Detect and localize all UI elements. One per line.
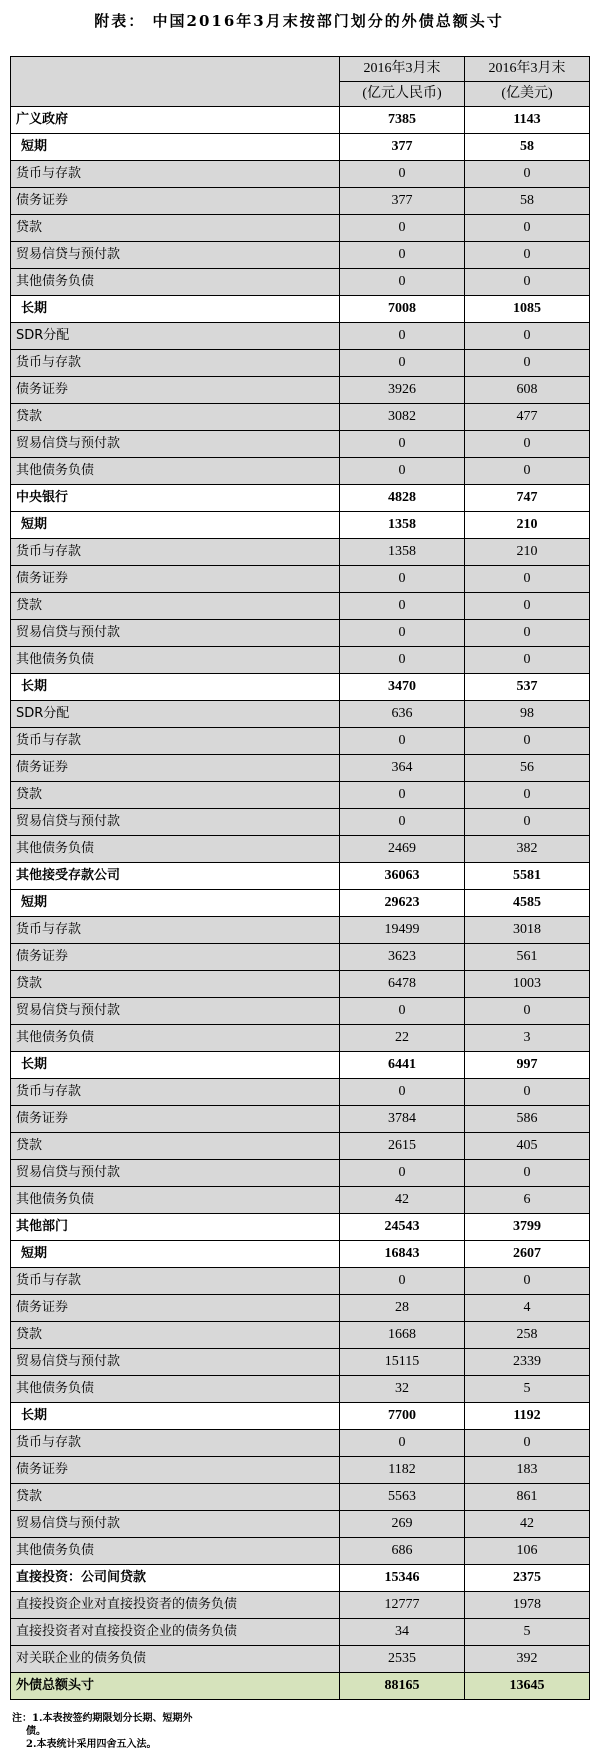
value-usd: 258: [465, 1322, 590, 1349]
value-usd: 0: [465, 1268, 590, 1295]
item-row: [11, 593, 590, 620]
header-rmb-date: 2016年3月末: [340, 57, 465, 82]
value-usd: 1003: [465, 971, 590, 998]
value-rmb: 0: [340, 566, 465, 593]
value-rmb: 0: [340, 1160, 465, 1187]
row-label: 长期: [11, 1403, 340, 1430]
value-usd: 6: [465, 1187, 590, 1214]
value-rmb: 88165: [340, 1673, 465, 1700]
value-usd: 561: [465, 944, 590, 971]
value-rmb: 3082: [340, 404, 465, 431]
item-row: [11, 998, 590, 1025]
value-usd: 0: [465, 431, 590, 458]
value-rmb: 6441: [340, 1052, 465, 1079]
row-label: 贷款: [11, 404, 340, 431]
value-usd: 210: [465, 512, 590, 539]
row-label: 其他债务负债: [11, 647, 340, 674]
value-rmb: 0: [340, 1079, 465, 1106]
row-label: 货币与存款: [11, 917, 340, 944]
row-label: 短期: [11, 512, 340, 539]
header-usd-unit: (亿美元): [465, 82, 590, 107]
item-row: [11, 539, 590, 566]
item-row: [11, 917, 590, 944]
row-label: 货币与存款: [11, 539, 340, 566]
value-usd: 0: [465, 161, 590, 188]
value-usd: 0: [465, 458, 590, 485]
row-label: 货币与存款: [11, 728, 340, 755]
item-row: [11, 242, 590, 269]
value-rmb: 6478: [340, 971, 465, 998]
value-rmb: 19499: [340, 917, 465, 944]
value-usd: 5581: [465, 863, 590, 890]
value-usd: 0: [465, 323, 590, 350]
value-rmb: 3926: [340, 377, 465, 404]
value-usd: 58: [465, 188, 590, 215]
row-label: 对关联企业的债务负债: [11, 1646, 340, 1673]
footnote-1: 注：1.本表按签约期限划分长期、短期外: [12, 1713, 193, 1724]
value-rmb: 24543: [340, 1214, 465, 1241]
value-usd: 3799: [465, 1214, 590, 1241]
total-row: [11, 1673, 590, 1700]
value-rmb: 15346: [340, 1565, 465, 1592]
value-rmb: 28: [340, 1295, 465, 1322]
period-row: [11, 512, 590, 539]
item-row: [11, 971, 590, 998]
item-row: [11, 1592, 590, 1619]
value-usd: 747: [465, 485, 590, 512]
row-label: 债务证券: [11, 377, 340, 404]
item-row: [11, 728, 590, 755]
value-rmb: 269: [340, 1511, 465, 1538]
item-row: [11, 377, 590, 404]
value-rmb: 0: [340, 431, 465, 458]
value-usd: 3: [465, 1025, 590, 1052]
value-rmb: 36063: [340, 863, 465, 890]
table-body: [11, 57, 590, 1700]
value-usd: 0: [465, 1430, 590, 1457]
value-usd: 3018: [465, 917, 590, 944]
item-row: [11, 755, 590, 782]
value-rmb: 0: [340, 782, 465, 809]
value-usd: 5: [465, 1619, 590, 1646]
item-row: [11, 1430, 590, 1457]
sector-row: [11, 1565, 590, 1592]
value-usd: 392: [465, 1646, 590, 1673]
value-rmb: 2535: [340, 1646, 465, 1673]
value-rmb: 15115: [340, 1349, 465, 1376]
row-label: 其他部门: [11, 1214, 340, 1241]
sector-row: [11, 863, 590, 890]
item-row: [11, 458, 590, 485]
value-rmb: 7385: [340, 107, 465, 134]
item-row: [11, 1079, 590, 1106]
item-row: [11, 647, 590, 674]
item-row: [11, 1538, 590, 1565]
row-label: 贸易信贷与预付款: [11, 242, 340, 269]
row-label: 其他债务负债: [11, 836, 340, 863]
item-row: [11, 215, 590, 242]
value-usd: 1192: [465, 1403, 590, 1430]
value-rmb: 3470: [340, 674, 465, 701]
row-label: 直接投资者对直接投资企业的债务负债: [11, 1619, 340, 1646]
value-usd: 210: [465, 539, 590, 566]
value-rmb: 0: [340, 593, 465, 620]
row-label: 货币与存款: [11, 161, 340, 188]
value-rmb: 1358: [340, 539, 465, 566]
value-rmb: 1358: [340, 512, 465, 539]
value-usd: 382: [465, 836, 590, 863]
value-rmb: 377: [340, 134, 465, 161]
period-row: [11, 134, 590, 161]
value-usd: 4: [465, 1295, 590, 1322]
value-usd: 586: [465, 1106, 590, 1133]
item-row: [11, 1133, 590, 1160]
row-label: 其他债务负债: [11, 1025, 340, 1052]
value-rmb: 7700: [340, 1403, 465, 1430]
value-rmb: 16843: [340, 1241, 465, 1268]
item-row: [11, 944, 590, 971]
item-row: [11, 1106, 590, 1133]
row-label: 中央银行: [11, 485, 340, 512]
value-usd: 0: [465, 215, 590, 242]
value-usd: 2339: [465, 1349, 590, 1376]
item-row: [11, 350, 590, 377]
value-rmb: 636: [340, 701, 465, 728]
value-usd: 997: [465, 1052, 590, 1079]
value-rmb: 0: [340, 620, 465, 647]
row-label: 其他债务负债: [11, 269, 340, 296]
row-label: 直接投资：公司间贷款: [11, 1565, 340, 1592]
value-rmb: 3623: [340, 944, 465, 971]
value-rmb: 32: [340, 1376, 465, 1403]
value-rmb: 0: [340, 161, 465, 188]
row-label: 债务证券: [11, 1457, 340, 1484]
value-usd: 0: [465, 809, 590, 836]
value-rmb: 686: [340, 1538, 465, 1565]
row-label: 贷款: [11, 215, 340, 242]
value-rmb: 3784: [340, 1106, 465, 1133]
item-row: [11, 1160, 590, 1187]
value-usd: 5: [465, 1376, 590, 1403]
value-usd: 183: [465, 1457, 590, 1484]
row-label: 贸易信贷与预付款: [11, 1160, 340, 1187]
value-rmb: 4828: [340, 485, 465, 512]
row-label: 长期: [11, 1052, 340, 1079]
row-label: 贷款: [11, 1484, 340, 1511]
value-usd: 405: [465, 1133, 590, 1160]
item-row: [11, 431, 590, 458]
item-row: [11, 1322, 590, 1349]
row-label: 债务证券: [11, 1106, 340, 1133]
value-rmb: 2615: [340, 1133, 465, 1160]
item-row: [11, 1268, 590, 1295]
value-usd: 106: [465, 1538, 590, 1565]
footnote-2: 2.本表统计采用四舍五入法。: [26, 1739, 157, 1750]
value-usd: 58: [465, 134, 590, 161]
row-label: 货币与存款: [11, 350, 340, 377]
value-usd: 2375: [465, 1565, 590, 1592]
item-row: [11, 809, 590, 836]
value-rmb: 0: [340, 809, 465, 836]
value-rmb: 0: [340, 242, 465, 269]
value-usd: 0: [465, 269, 590, 296]
row-label: 债务证券: [11, 944, 340, 971]
item-row: [11, 1376, 590, 1403]
value-rmb: 0: [340, 269, 465, 296]
row-label: 贸易信贷与预付款: [11, 809, 340, 836]
value-usd: 13645: [465, 1673, 590, 1700]
row-label: 贷款: [11, 782, 340, 809]
row-label: 货币与存款: [11, 1079, 340, 1106]
item-row: [11, 188, 590, 215]
value-usd: 0: [465, 350, 590, 377]
row-label: 其他债务负债: [11, 1538, 340, 1565]
row-label: 贸易信贷与预付款: [11, 998, 340, 1025]
item-row: [11, 701, 590, 728]
row-label: 其他债务负债: [11, 1376, 340, 1403]
row-label: 贸易信贷与预付款: [11, 1349, 340, 1376]
row-label: 外债总额头寸: [11, 1673, 340, 1700]
value-usd: 1085: [465, 296, 590, 323]
value-rmb: 0: [340, 1430, 465, 1457]
row-label: 其他债务负债: [11, 458, 340, 485]
item-row: [11, 782, 590, 809]
row-label: 贷款: [11, 593, 340, 620]
value-usd: 0: [465, 647, 590, 674]
row-label: 贸易信贷与预付款: [11, 431, 340, 458]
value-rmb: 0: [340, 647, 465, 674]
value-usd: 0: [465, 728, 590, 755]
period-row: [11, 674, 590, 701]
value-rmb: 5563: [340, 1484, 465, 1511]
value-usd: 0: [465, 998, 590, 1025]
value-usd: 0: [465, 782, 590, 809]
item-row: [11, 323, 590, 350]
value-rmb: 0: [340, 215, 465, 242]
row-label: 贷款: [11, 971, 340, 998]
value-usd: 0: [465, 593, 590, 620]
value-rmb: 0: [340, 458, 465, 485]
value-rmb: 1668: [340, 1322, 465, 1349]
value-rmb: 0: [340, 350, 465, 377]
row-label: 货币与存款: [11, 1430, 340, 1457]
value-usd: 861: [465, 1484, 590, 1511]
item-row: [11, 1349, 590, 1376]
row-label: 长期: [11, 296, 340, 323]
external-debt-table: [10, 56, 590, 1700]
value-usd: 608: [465, 377, 590, 404]
value-usd: 0: [465, 620, 590, 647]
item-row: [11, 1511, 590, 1538]
item-row: [11, 566, 590, 593]
period-row: [11, 1403, 590, 1430]
item-row: [11, 1187, 590, 1214]
value-rmb: 0: [340, 998, 465, 1025]
value-rmb: 0: [340, 728, 465, 755]
header-usd-date: 2016年3月末: [465, 57, 590, 82]
period-row: [11, 890, 590, 917]
table-header-row-1: [11, 57, 590, 82]
value-usd: 0: [465, 566, 590, 593]
value-rmb: 377: [340, 188, 465, 215]
row-label: 债务证券: [11, 1295, 340, 1322]
value-usd: 1978: [465, 1592, 590, 1619]
value-rmb: 1182: [340, 1457, 465, 1484]
row-label: 短期: [11, 1241, 340, 1268]
row-label: 债务证券: [11, 566, 340, 593]
row-label: 其他债务负债: [11, 1187, 340, 1214]
page-title: 附表： 中国2016年3月末按部门划分的外债总额头寸: [94, 12, 504, 30]
value-rmb: 42: [340, 1187, 465, 1214]
item-row: [11, 1646, 590, 1673]
row-label: 债务证券: [11, 188, 340, 215]
value-rmb: 2469: [340, 836, 465, 863]
row-label: 贸易信贷与预付款: [11, 620, 340, 647]
item-row: [11, 404, 590, 431]
period-row: [11, 296, 590, 323]
value-rmb: 0: [340, 323, 465, 350]
item-row: [11, 836, 590, 863]
sector-row: [11, 107, 590, 134]
value-rmb: 29623: [340, 890, 465, 917]
row-label: 短期: [11, 890, 340, 917]
value-rmb: 0: [340, 1268, 465, 1295]
row-label: 债务证券: [11, 755, 340, 782]
item-row: [11, 1457, 590, 1484]
value-usd: 0: [465, 242, 590, 269]
item-row: [11, 1025, 590, 1052]
row-label: 长期: [11, 674, 340, 701]
row-label: 直接投资企业对直接投资者的债务负债: [11, 1592, 340, 1619]
value-usd: 1143: [465, 107, 590, 134]
row-label: SDR分配: [11, 323, 340, 350]
value-rmb: 7008: [340, 296, 465, 323]
row-label: 贷款: [11, 1322, 340, 1349]
row-label: 广义政府: [11, 107, 340, 134]
value-rmb: 364: [340, 755, 465, 782]
header-blank-cell: [11, 57, 340, 107]
row-label: 贸易信贷与预付款: [11, 1511, 340, 1538]
value-usd: 56: [465, 755, 590, 782]
value-rmb: 34: [340, 1619, 465, 1646]
value-usd: 477: [465, 404, 590, 431]
row-label: 其他接受存款公司: [11, 863, 340, 890]
footnotes: [12, 1712, 572, 1751]
row-label: 货币与存款: [11, 1268, 340, 1295]
period-row: [11, 1241, 590, 1268]
item-row: [11, 269, 590, 296]
item-row: [11, 1295, 590, 1322]
item-row: [11, 620, 590, 647]
item-row: [11, 1484, 590, 1511]
item-row: [11, 161, 590, 188]
value-usd: 42: [465, 1511, 590, 1538]
row-label: 贷款: [11, 1133, 340, 1160]
sector-row: [11, 485, 590, 512]
value-rmb: 22: [340, 1025, 465, 1052]
sector-row: [11, 1214, 590, 1241]
header-rmb-unit: (亿元人民币): [340, 82, 465, 107]
value-usd: 4585: [465, 890, 590, 917]
item-row: [11, 1619, 590, 1646]
value-usd: 98: [465, 701, 590, 728]
row-label: 短期: [11, 134, 340, 161]
footnote-1-continued: 债。: [26, 1726, 46, 1737]
period-row: [11, 1052, 590, 1079]
row-label: SDR分配: [11, 701, 340, 728]
value-usd: 0: [465, 1079, 590, 1106]
value-rmb: 12777: [340, 1592, 465, 1619]
value-usd: 2607: [465, 1241, 590, 1268]
value-usd: 0: [465, 1160, 590, 1187]
value-usd: 537: [465, 674, 590, 701]
